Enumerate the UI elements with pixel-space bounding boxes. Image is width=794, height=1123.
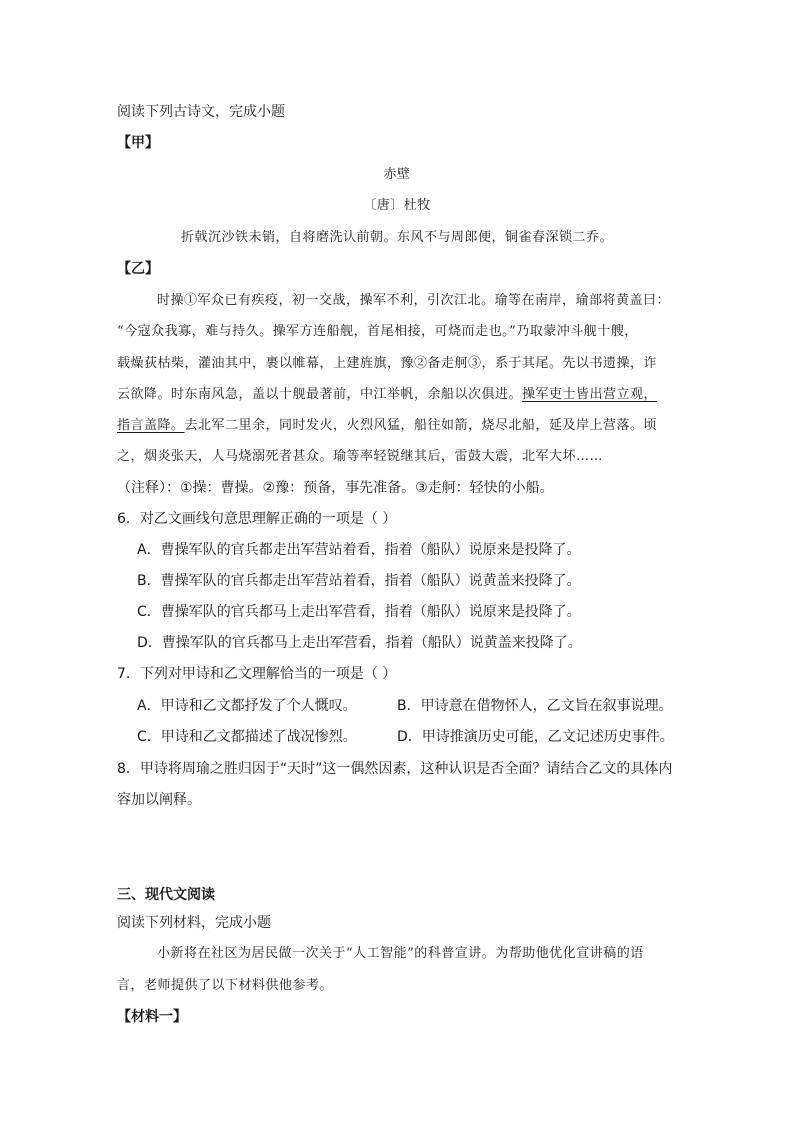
q7-stem: 7．下列对甲诗和乙文理解恰当的一项是（ ） xyxy=(117,666,397,682)
passage-line-2: “今寇众我寡，难与持久。操军方连船舰，首尾相接，可烧而走也。”乃取蒙冲斗舰十艘， xyxy=(117,324,638,339)
poem-title: 赤壁 xyxy=(383,167,411,182)
poem-text: 折戟沉沙铁未销，自将磨洗认前朝。东风不与周郎便，铜雀春深锁二乔。 xyxy=(180,230,613,245)
q6-option-b: B．曹操军队的官兵都走出军营站着看，指着（船队）说黄盖来投降了。 xyxy=(137,573,581,589)
underlined-sentence-part-1: 操军吏士皆出营立观， xyxy=(522,387,658,402)
section3-paragraph-line-2: 言，老师提供了以下材料供他参考。 xyxy=(117,978,334,993)
section3-intro: 阅读下列材料，完成小题 xyxy=(117,915,271,931)
passage-line-1: 时操①军众已有疾疫，初一交战，操军不利，引次江北。瑜等在南岸，瑜部将黄盖曰： xyxy=(157,293,671,308)
underlined-sentence-part-2: 指言盖降。 xyxy=(117,418,185,433)
jia-label: 【甲】 xyxy=(117,135,159,151)
section3-title: 三、现代文阅读 xyxy=(117,887,215,903)
q7-option-a: A．甲诗和乙文都抒发了个人慨叹。 xyxy=(137,698,357,714)
q6-stem: 6．对乙文画线句意思理解正确的一项是（ ） xyxy=(117,511,397,527)
poem-author: 〔唐〕杜牧 xyxy=(363,198,431,213)
passage-line-6: 之，烟炎张天，人马烧溺死者甚众。瑜等率轻锐继其后，雷鼓大震，北军大坏…… xyxy=(117,449,604,464)
q8-line-2: 容加以阐释。 xyxy=(117,792,201,808)
intro-text: 阅读下列古诗文，完成小题 xyxy=(117,104,285,120)
passage-line-5 xyxy=(117,416,657,436)
q6-option-d: D．曹操军队的官兵都马上走出军营看，指着（船队）说黄盖来投降了。 xyxy=(137,635,582,651)
section3-paragraph-line-1: 小新将在社区为居民做一次关于“人工智能”的科普宣讲。为帮助他优化宣讲稿的语 xyxy=(157,946,644,961)
material-1-label: 【材料一】 xyxy=(117,1009,187,1025)
q6-option-a: A．曹操军队的官兵都走出军营站着看，指着（船队）说原来是投降了。 xyxy=(137,542,581,558)
passage-line-3: 载燥荻枯柴，灌油其中，裹以帷幕，上建旌旗，豫②备走舸③，系于其尾。先以书遗操，诈 xyxy=(117,356,658,371)
q6-option-c: C．曹操军队的官兵都马上走出军营看，指着（船队）说原来是投降了。 xyxy=(137,604,581,620)
passage-line-5-text: 去北军二里余，同时发火，火烈风猛，船往如箭，烧尽北船，延及岸上营落。顷 xyxy=(184,418,658,433)
q8-line-1: 8．甲诗将周瑜之胜归因于“天时”这一偶然因素，这种认识是否全面？请结合乙文的具体内 xyxy=(117,761,673,777)
passage-line-4 xyxy=(117,385,657,405)
q7-option-c: C．甲诗和乙文都描述了战况惨烈。 xyxy=(137,729,357,745)
annotation-note: （注释）：①操：曹操。②豫：预备，事先准备。③走舸：轻快的小船。 xyxy=(117,480,554,496)
yi-label: 【乙】 xyxy=(117,261,159,277)
q7-option-b: B．甲诗意在借物怀人，乙文旨在叙事说理。 xyxy=(397,698,673,714)
passage-line-4-text: 云欲降。时东南风急，盖以十舰最著前，中江举帆，余船以次俱进。 xyxy=(117,387,523,402)
q7-option-d: D．甲诗推演历史可能，乙文记述历史事件。 xyxy=(397,729,674,745)
